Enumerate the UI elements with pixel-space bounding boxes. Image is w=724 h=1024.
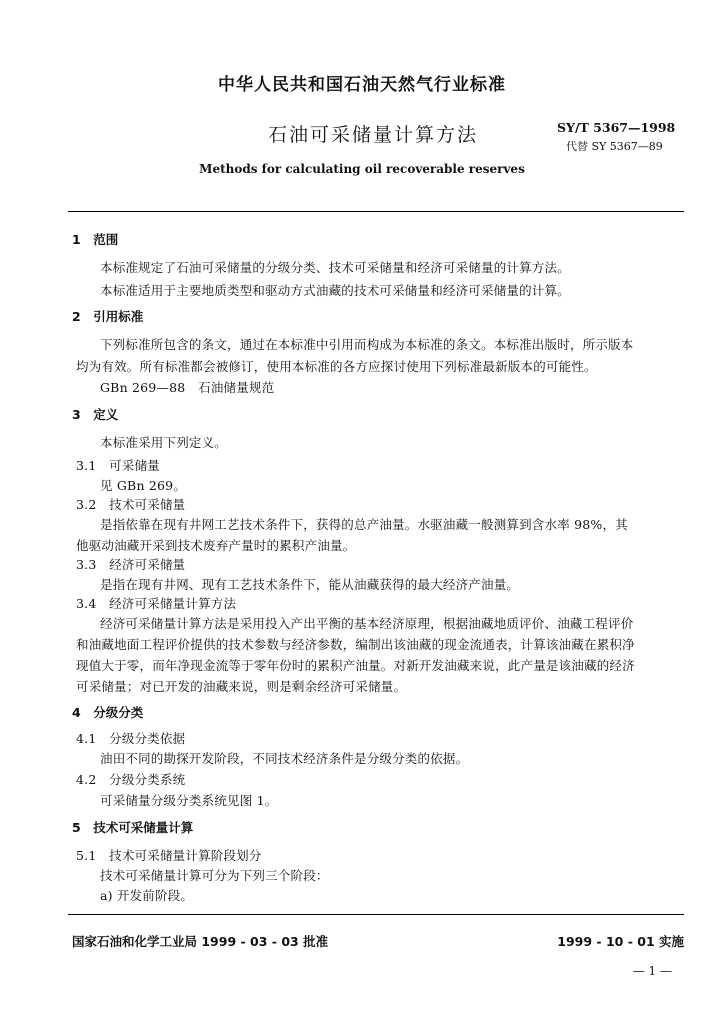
header-divider <box>68 211 684 212</box>
section-1-para-1: 本标准规定了石油可采储量的分级分类、技术可采储量和经济可采储量的计算方法。 <box>100 260 570 275</box>
definition-4-1-heading: 4.1 分级分类依据 <box>76 731 186 746</box>
definition-5-1-text: 技术可采储量计算可分为下列三个阶段： <box>100 868 329 883</box>
list-item-a: a) 开发前阶段。 <box>100 888 194 903</box>
title-cn: 石油可采储量计算方法 <box>268 124 479 146</box>
definition-4-2-text: 可采储量分级分类系统见图 1。 <box>100 793 278 808</box>
section-4-heading: 4 分级分类 <box>72 705 144 720</box>
section-3-intro: 本标准采用下列定义。 <box>100 435 228 450</box>
section-5-heading: 5 技术可采储量计算 <box>72 820 194 835</box>
section-2-para-line-2: 均为有效。所有标准都会被修订，使用本标准的各方应探讨使用下列标准最新版本的可能性。 <box>76 359 597 374</box>
replaces-code: 代替 SY 5367—89 <box>566 140 663 153</box>
section-1-heading: 1 范围 <box>72 232 119 247</box>
effective-date: 1999 - 10 - 01 实施 <box>557 934 684 949</box>
definition-3-4-line-4: 可采储量；对已开发的油藏来说，则是剩余经济可采储量。 <box>76 679 407 694</box>
section-3-heading: 3 定义 <box>72 407 119 422</box>
definition-3-3-heading: 3.3 经济可采储量 <box>76 557 186 572</box>
page-number: — 1 — <box>632 964 672 978</box>
definition-4-1-text: 油田不同的勘探开发阶段，不同技术经济条件是分级分类的依据。 <box>100 751 469 766</box>
definition-3-2-heading: 3.2 技术可采储量 <box>76 497 186 512</box>
definition-3-4-line-3: 现值大于零，而年净现金流等于零年份时的累积产油量。对新开发油藏来说，此产量是该油藏的经济 <box>76 658 635 673</box>
footer-divider <box>68 914 684 915</box>
definition-4-2-heading: 4.2 分级分类系统 <box>76 772 186 787</box>
definition-3-4-heading: 3.4 经济可采储量计算方法 <box>76 596 237 611</box>
definition-3-3-text: 是指在现有井网、现有工艺技术条件下，能从油藏获得的最大经济产油量。 <box>100 577 520 592</box>
reference-standard: GBn 269—88 石油储量规范 <box>100 380 275 395</box>
definition-3-2-line-2: 他驱动油藏开采到技术废弃产量时的累积产油量。 <box>76 538 356 553</box>
section-2-para-line-1: 下列标准所包含的条文，通过在本标准中引用而构成为本标准的条文。本标准出版时，所示版本 <box>100 337 634 352</box>
section-2-heading: 2 引用标准 <box>72 309 144 324</box>
section-1-para-2: 本标准适用于主要地质类型和驱动方式油藏的技术可采储量和经济可采储量的计算。 <box>100 283 570 298</box>
definition-3-1-heading: 3.1 可采储量 <box>76 458 160 473</box>
definition-3-4-line-2: 和油藏地面工程评价提供的技术参数与经济参数，编制出该油藏的现金流通表，计算该油藏在累积净 <box>76 637 635 652</box>
approval-line: 国家石油和化学工业局 1999 - 03 - 03 批准 <box>72 934 329 949</box>
standard-category: 中华人民共和国石油天然气行业标准 <box>218 75 506 95</box>
definition-3-2-line-1: 是指依靠在现有井网工艺技术条件下，获得的总产油量。水驱油藏一般测算到含水率 98%，其 <box>100 517 628 532</box>
definition-3-4-line-1: 经济可采储量计算方法是采用投入产出平衡的基本经济原理，根据油藏地质评价、油藏工程评价 <box>100 616 634 631</box>
definition-5-1-heading: 5.1 技术可采储量计算阶段划分 <box>76 848 262 863</box>
standard-code: SY/T 5367—1998 <box>557 120 676 135</box>
title-en: Methods for calculating oil recoverable reserves <box>199 162 525 176</box>
definition-3-1-text: 见 GBn 269。 <box>100 478 187 493</box>
